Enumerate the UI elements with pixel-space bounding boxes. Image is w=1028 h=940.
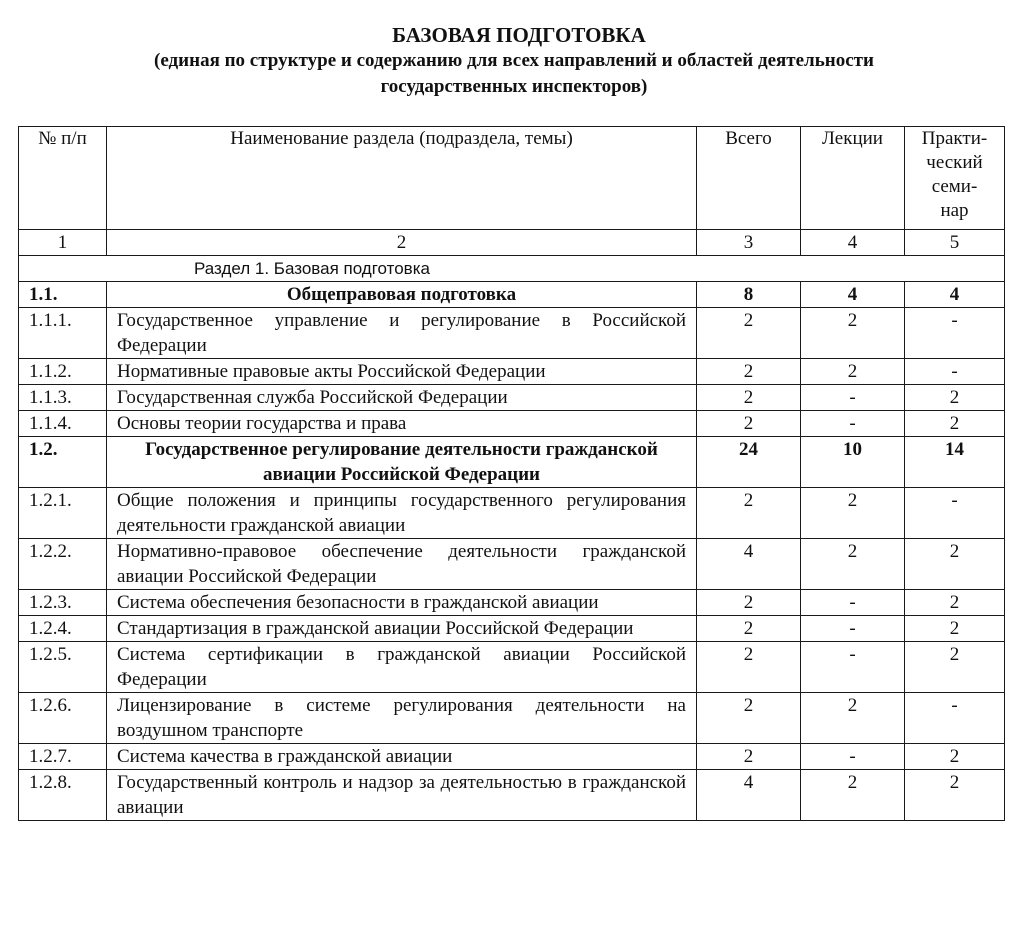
table-row: [19, 616, 1005, 642]
document-subtitle-line-2: государственных инспекторов): [380, 76, 648, 97]
row-lectures: -: [801, 411, 905, 437]
document-header: [0, 22, 1028, 100]
table-row: [19, 359, 1005, 385]
row-lectures: 2: [801, 488, 905, 539]
row-name: Общие положения и принципы государственного регулирования деятельности гражданской авиации: [107, 488, 697, 539]
header-lectures: Лекции: [801, 127, 905, 230]
row-num: 1.2.: [19, 437, 107, 488]
row-practice: -: [905, 308, 1005, 359]
row-name: Государственная служба Российской Федерации: [107, 385, 697, 411]
section-title: Раздел 1. Базовая подготовка: [19, 256, 1005, 282]
row-total: 2: [697, 616, 801, 642]
row-lectures: -: [801, 744, 905, 770]
table-row: [19, 385, 1005, 411]
document-title: БАЗОВАЯ ПОДГОТОВКА: [392, 23, 646, 47]
row-total: 2: [697, 590, 801, 616]
header-total: Всего: [697, 127, 801, 230]
header-num: № п/п: [19, 127, 107, 230]
row-num: 1.1.1.: [19, 308, 107, 359]
row-total: 2: [697, 693, 801, 744]
row-total: 2: [697, 385, 801, 411]
row-practice: 4: [905, 282, 1005, 308]
row-lectures: 4: [801, 282, 905, 308]
row-total: 2: [697, 488, 801, 539]
row-num: 1.2.4.: [19, 616, 107, 642]
row-total: 4: [697, 539, 801, 590]
table-row: [19, 693, 1005, 744]
row-total: 2: [697, 308, 801, 359]
row-name: Государственное управление и регулирование в Российской Федерации: [107, 308, 697, 359]
table-row: [19, 590, 1005, 616]
row-practice: 2: [905, 539, 1005, 590]
column-number: 2: [107, 230, 697, 256]
row-practice: 2: [905, 616, 1005, 642]
row-num: 1.2.3.: [19, 590, 107, 616]
curriculum-table: [18, 126, 1005, 821]
row-practice: 2: [905, 411, 1005, 437]
header-practice: [905, 127, 1005, 230]
row-name: Основы теории государства и права: [107, 411, 697, 437]
row-practice: -: [905, 359, 1005, 385]
table-row: [19, 308, 1005, 359]
row-practice: 2: [905, 744, 1005, 770]
column-number: 5: [905, 230, 1005, 256]
table-row: [19, 411, 1005, 437]
row-name: Стандартизация в гражданской авиации Российской Федерации: [107, 616, 697, 642]
row-lectures: -: [801, 616, 905, 642]
row-name: Государственное регулирование деятельности гражданской авиации Российской Федерации: [107, 437, 697, 488]
row-lectures: -: [801, 642, 905, 693]
header-name: Наименование раздела (подраздела, темы): [107, 127, 697, 230]
table-row: [19, 488, 1005, 539]
table-header-row: [19, 127, 1005, 230]
section-row: [19, 256, 1005, 282]
row-total: 2: [697, 411, 801, 437]
row-num: 1.2.2.: [19, 539, 107, 590]
header-practice-line-2: ческий: [926, 152, 983, 173]
row-total: 24: [697, 437, 801, 488]
row-total: 2: [697, 744, 801, 770]
table-row: [19, 744, 1005, 770]
header-practice-line-3: семи-: [931, 176, 978, 197]
row-practice: 2: [905, 642, 1005, 693]
row-num: 1.1.2.: [19, 359, 107, 385]
row-practice: 2: [905, 590, 1005, 616]
row-lectures: -: [801, 385, 905, 411]
row-name: Лицензирование в системе регулирования деятельности на воздушном транспорте: [107, 693, 697, 744]
row-name: Нормативно-правовое обеспечение деятельности гражданской авиации Российской Федерации: [107, 539, 697, 590]
column-number: 1: [19, 230, 107, 256]
table-subsection-row: [19, 437, 1005, 488]
document-subtitle-line-1: (единая по структуре и содержанию для всех направлений и областей деятельности: [154, 50, 874, 71]
row-num: 1.2.5.: [19, 642, 107, 693]
row-name: Общеправовая подготовка: [107, 282, 697, 308]
row-lectures: 10: [801, 437, 905, 488]
row-practice: -: [905, 693, 1005, 744]
row-num: 1.2.6.: [19, 693, 107, 744]
row-practice: 2: [905, 770, 1005, 821]
row-total: 4: [697, 770, 801, 821]
row-name: Система обеспечения безопасности в гражданской авиации: [107, 590, 697, 616]
row-num: 1.2.8.: [19, 770, 107, 821]
row-num: 1.1.3.: [19, 385, 107, 411]
row-lectures: 2: [801, 359, 905, 385]
row-name: Нормативные правовые акты Российской Федерации: [107, 359, 697, 385]
column-number-row: [19, 230, 1005, 256]
row-num: 1.1.: [19, 282, 107, 308]
table-row: [19, 539, 1005, 590]
row-lectures: 2: [801, 770, 905, 821]
header-practice-line-4: нар: [940, 200, 969, 221]
row-lectures: 2: [801, 693, 905, 744]
row-name: Система качества в гражданской авиации: [107, 744, 697, 770]
column-number: 4: [801, 230, 905, 256]
table-row: [19, 770, 1005, 821]
row-total: 2: [697, 642, 801, 693]
table-subsection-row: [19, 282, 1005, 308]
row-practice: 2: [905, 385, 1005, 411]
row-num: 1.1.4.: [19, 411, 107, 437]
row-practice: -: [905, 488, 1005, 539]
row-total: 8: [697, 282, 801, 308]
row-total: 2: [697, 359, 801, 385]
row-lectures: 2: [801, 308, 905, 359]
row-practice: 14: [905, 437, 1005, 488]
row-num: 1.2.1.: [19, 488, 107, 539]
header-practice-line-1: Практи-: [921, 128, 988, 149]
row-name: Государственный контроль и надзор за деятельностью в гражданской авиации: [107, 770, 697, 821]
row-lectures: -: [801, 590, 905, 616]
row-lectures: 2: [801, 539, 905, 590]
column-number: 3: [697, 230, 801, 256]
row-name: Система сертификации в гражданской авиации Российской Федерации: [107, 642, 697, 693]
table-row: [19, 642, 1005, 693]
row-num: 1.2.7.: [19, 744, 107, 770]
